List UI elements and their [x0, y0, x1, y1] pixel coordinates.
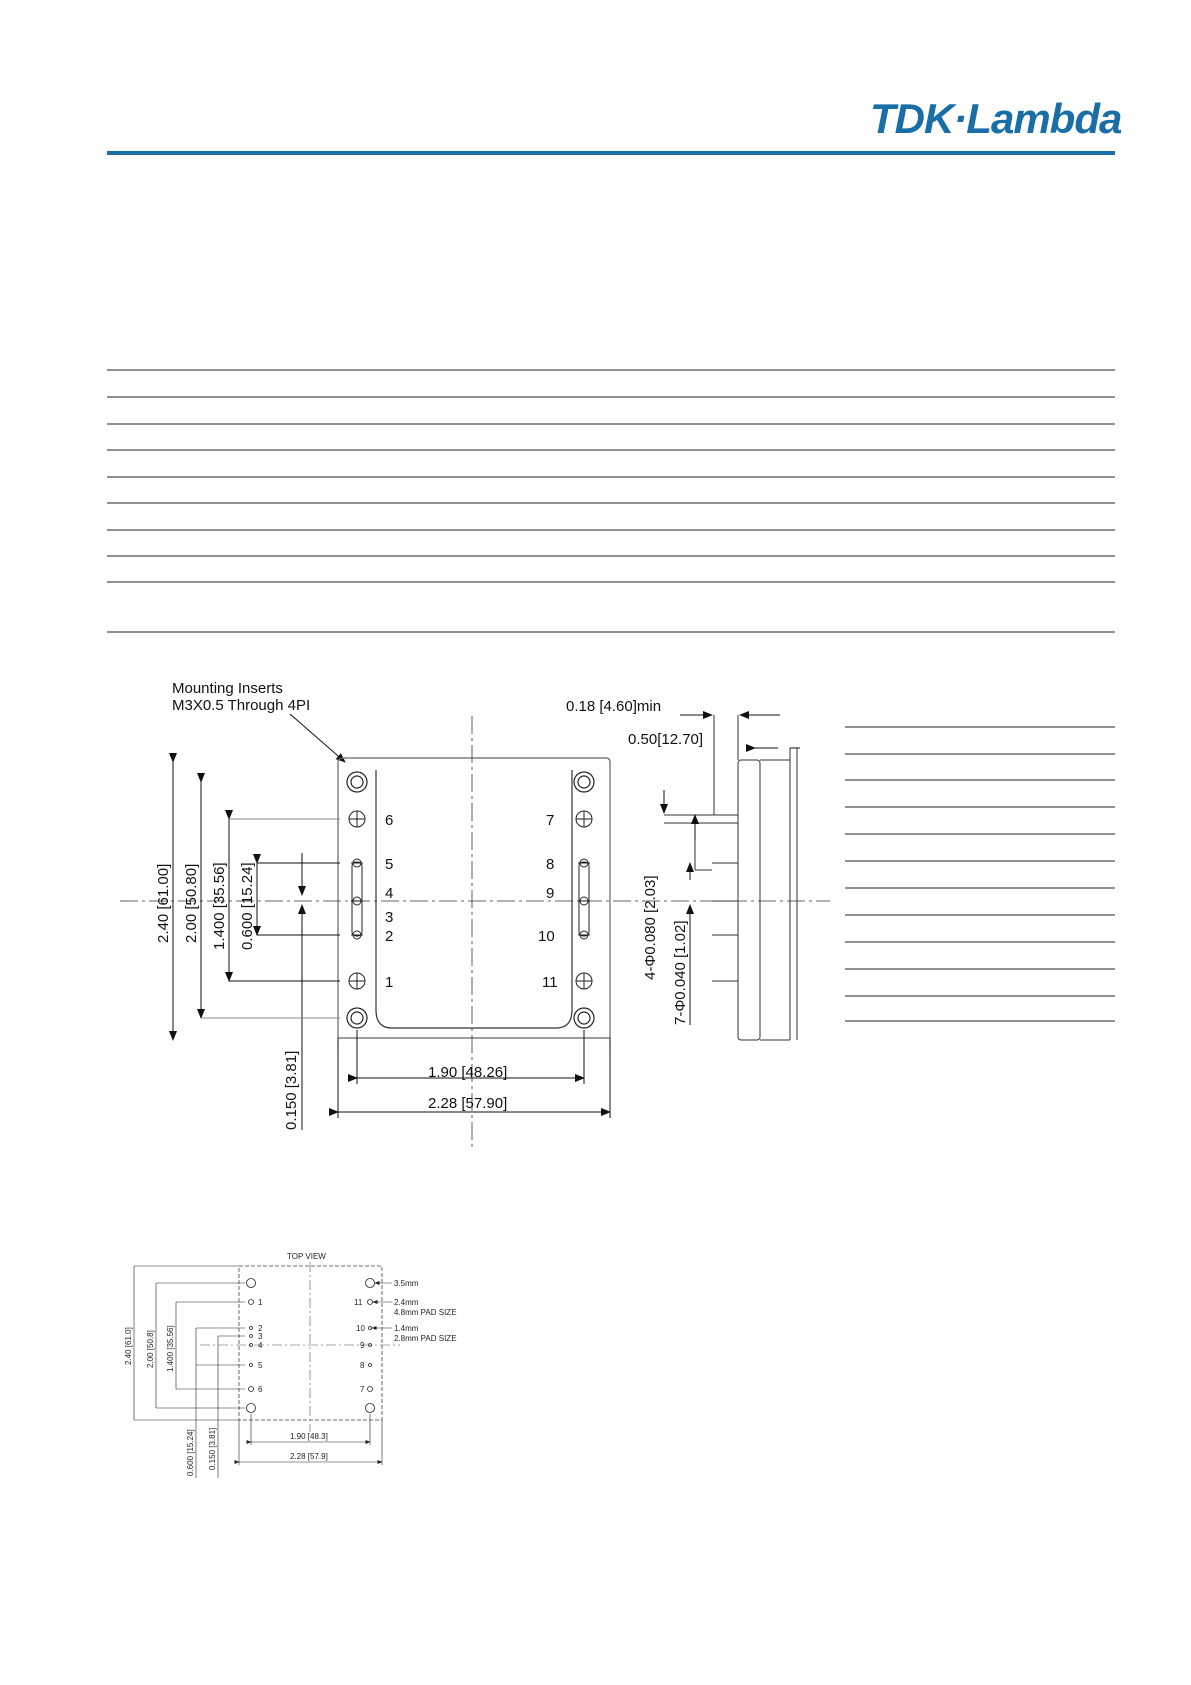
dim-depth: 0.50[12.70] — [628, 731, 704, 748]
pin-label-8: 8 — [546, 856, 555, 873]
tv-insert-bottom-left — [247, 1404, 256, 1413]
mounting-insert-top-right — [574, 772, 594, 792]
pin-label-10: 10 — [538, 928, 555, 945]
pin-9 — [578, 897, 590, 905]
pin-label-11: 11 — [542, 974, 558, 991]
pin-label-6: 6 — [385, 812, 394, 829]
tdk-lambda-logo: TDK·Lambda — [870, 95, 1122, 142]
dim-offset: 0.150 [3.81] — [283, 1050, 300, 1130]
tv-dim-w-inner: 1.90 [48.3] — [290, 1432, 328, 1441]
dim-height-inserts: 2.00 [50.80] — [183, 863, 200, 943]
tv-label-1: 1 — [258, 1298, 263, 1307]
dim-pin-dia-large: 4-Φ0.080 [2.03] — [642, 875, 659, 980]
tv-dim-offset: 0.150 [3.81] — [208, 1427, 217, 1470]
tv-dim-h-total: 2.40 [61.0] — [124, 1327, 133, 1365]
pin-label-9: 9 — [546, 885, 555, 902]
tv-insert-bottom-right — [366, 1404, 375, 1413]
tv-label-2: 2 — [258, 1324, 263, 1333]
pin-4 — [351, 897, 363, 905]
pin-label-4: 4 — [385, 885, 394, 902]
tv-label-4: 4 — [258, 1341, 263, 1350]
pin-1 — [349, 973, 365, 989]
pin-11 — [576, 973, 592, 989]
module-body-outline — [338, 758, 610, 1050]
mounting-insert-top-left — [347, 772, 367, 792]
callout-line-2: M3X0.5 Through 4PI — [172, 697, 311, 714]
tv-label-9: 9 — [360, 1341, 365, 1350]
tv-pin-3 — [250, 1335, 253, 1338]
tv-pin-8 — [369, 1364, 372, 1367]
dim-pin-min: 0.18 [4.60]min — [566, 698, 662, 715]
pin-6 — [349, 811, 365, 827]
tv-note-2: 2.4mm — [394, 1298, 419, 1307]
spec-table-rules — [107, 370, 1115, 632]
tv-insert-top-right — [366, 1279, 375, 1288]
tv-note-5: 2.8mm PAD SIZE — [394, 1334, 457, 1343]
tv-label-10: 10 — [356, 1324, 365, 1333]
dim-pins-2-5: 0.600 [15.24] — [239, 862, 256, 950]
pin-label-2: 2 — [385, 928, 394, 945]
tv-insert-top-left — [247, 1279, 256, 1288]
tv-pin-7 — [368, 1387, 373, 1392]
tv-label-5: 5 — [258, 1361, 263, 1370]
callout-line-1: Mounting Inserts — [172, 680, 283, 697]
pin-7 — [576, 811, 592, 827]
tv-pin-1 — [249, 1300, 254, 1305]
tv-pin-2 — [250, 1327, 253, 1330]
dim-pin-dia-small: 7-Φ0.040 [1.02] — [672, 920, 689, 1025]
tv-dim-h-pins: 1.400 [35.56] — [166, 1325, 175, 1372]
pin-table-rules — [845, 727, 1115, 1021]
tv-label-7: 7 — [360, 1385, 365, 1394]
tv-note-3: 4.8mm PAD SIZE — [394, 1308, 457, 1317]
pin-label-1: 1 — [385, 974, 394, 991]
dim-pins-1-6: 1.400 [35.56] — [211, 862, 228, 950]
tv-note-4: 1.4mm — [394, 1324, 419, 1333]
tv-label-11: 11 — [354, 1298, 363, 1307]
tv-dim-h-inserts: 2.00 [50.8] — [146, 1330, 155, 1368]
tv-pin-11 — [368, 1300, 373, 1305]
top-view-title: TOP VIEW — [287, 1252, 326, 1261]
dim-width-total: 2.28 [57.90] — [428, 1095, 508, 1112]
pin-label-3: 3 — [385, 909, 394, 926]
dim-width-inner: 1.90 [48.26] — [428, 1064, 508, 1081]
tv-note-1: 3.5mm — [394, 1279, 419, 1288]
pin-label-5: 5 — [385, 856, 394, 873]
main-drawing — [120, 680, 830, 1150]
tv-label-6: 6 — [258, 1385, 263, 1394]
tv-label-3: 3 — [258, 1332, 263, 1341]
mounting-insert-bottom-left — [347, 1008, 367, 1028]
top-view-drawing — [124, 1252, 457, 1478]
tv-pin-6 — [249, 1387, 254, 1392]
dim-height-total: 2.40 [61.00] — [155, 863, 172, 943]
tv-label-8: 8 — [360, 1361, 365, 1370]
tv-pin-10 — [369, 1327, 372, 1330]
mounting-insert-bottom-right — [574, 1008, 594, 1028]
tv-dim-h-small: 0.600 [15.24] — [186, 1429, 195, 1476]
tv-dim-w-total: 2.28 [57.9] — [290, 1452, 328, 1461]
tv-pin-5 — [250, 1364, 253, 1367]
pin-label-7: 7 — [546, 812, 555, 829]
